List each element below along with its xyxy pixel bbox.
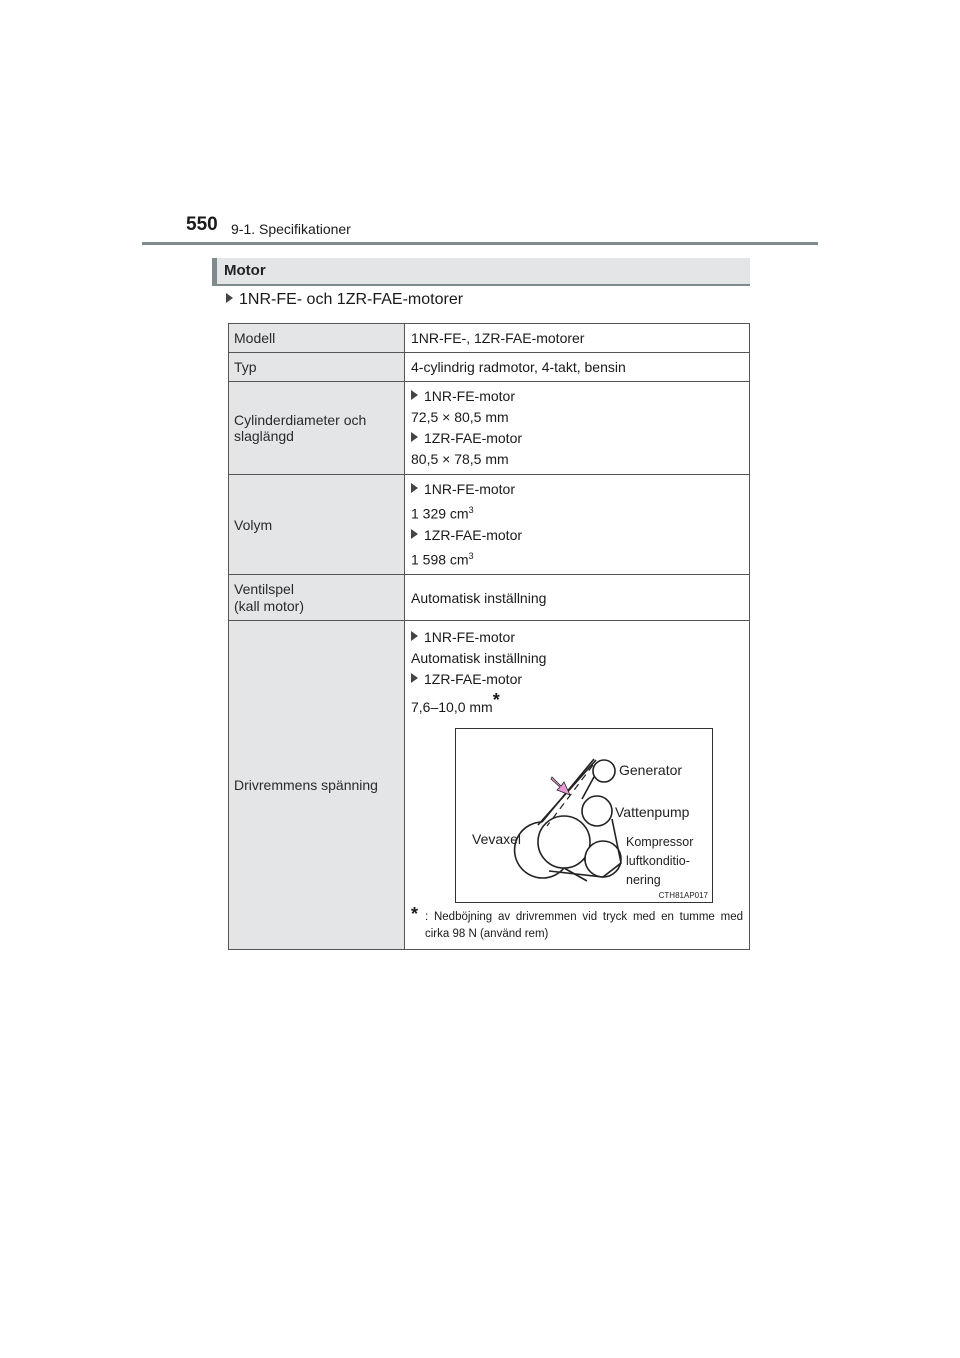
header-divider — [142, 242, 818, 245]
list-item-value: 1 598 $cm^3$ — [411, 550, 474, 568]
chapter-title: 9-1. Specifikationer — [231, 221, 351, 237]
row-label: Modell — [229, 324, 405, 353]
section-title: Motor — [224, 262, 266, 279]
triangle-bullet-icon — [411, 673, 418, 683]
row-label: Drivremmens spänning — [229, 621, 405, 950]
generator-label: Generator — [619, 762, 683, 779]
row-value: 1NR-FE-, 1ZR-FAE-motorer — [405, 324, 750, 353]
row-label: Typ — [229, 353, 405, 382]
table-row — [229, 475, 750, 575]
row-value — [405, 382, 750, 475]
force-arrow-icon — [551, 777, 570, 795]
compressor-label: Kompressor luftkonditio- nering — [626, 835, 694, 888]
list-item-value: Automatisk inställning — [411, 650, 547, 667]
row-value: 4-cylindrig radmotor, 4-takt, bensin — [405, 353, 750, 382]
table-row — [229, 353, 750, 382]
triangle-bullet-icon — [411, 390, 418, 400]
water-pump-label: Vattenpump — [615, 804, 690, 821]
triangle-bullet-icon — [411, 432, 418, 442]
footnote-text: : Nedböjning av drivremmen vid tryck med en tumme med cirka 98 N (använd rem) — [425, 911, 743, 941]
triangle-bullet-icon — [411, 529, 418, 539]
subheading-text: 1NR-FE- och 1ZR-FAE-motorer — [239, 291, 464, 308]
list-item-value: 7,6–10,0 mm* — [411, 690, 500, 716]
crankshaft-label: Vevaxel — [472, 831, 522, 848]
triangle-bullet-icon — [411, 631, 418, 641]
page-number: 550 — [186, 214, 218, 235]
row-label: Ventilspel (kall motor) — [229, 575, 405, 621]
footnote-marker: * — [411, 904, 419, 925]
triangle-bullet-icon — [411, 483, 418, 493]
row-label: Cylinderdiameter och slaglängd — [229, 382, 405, 475]
crankshaft-pulley — [538, 816, 590, 868]
row-value — [405, 621, 750, 950]
table-row — [229, 575, 750, 621]
list-item: 1NR-FE-motor — [411, 627, 743, 648]
list-item: 1ZR-FAE-motor — [411, 525, 743, 546]
generator-pulley — [593, 760, 615, 782]
triangle-bullet-icon — [226, 293, 233, 303]
section-marker — [212, 258, 217, 284]
table-row — [229, 324, 750, 353]
row-label: Volym — [229, 475, 405, 575]
table-row — [229, 621, 750, 950]
subheading — [226, 291, 463, 309]
list-item-value: 72,5 × 80,5 mm — [411, 409, 509, 425]
list-item: 1NR-FE-motor — [411, 386, 743, 407]
list-item: 1ZR-FAE-motor — [411, 669, 743, 690]
compressor-pulley — [585, 841, 621, 877]
list-item-value: 1 329 $cm^3$ — [411, 505, 474, 522]
figure-code: CTH81AP017 — [658, 891, 708, 901]
table-row — [229, 382, 750, 475]
footnote — [411, 904, 743, 943]
water-pump-pulley — [582, 796, 612, 826]
row-value: Automatisk inställning — [405, 575, 750, 621]
section-header — [212, 258, 750, 286]
list-item-value: 80,5 × 78,5 mm — [411, 451, 509, 467]
list-item: 1ZR-FAE-motor — [411, 428, 743, 449]
belt-diagram — [455, 728, 713, 903]
row-value — [405, 475, 750, 575]
list-item: 1NR-FE-motor — [411, 479, 743, 500]
spec-table — [228, 323, 750, 950]
